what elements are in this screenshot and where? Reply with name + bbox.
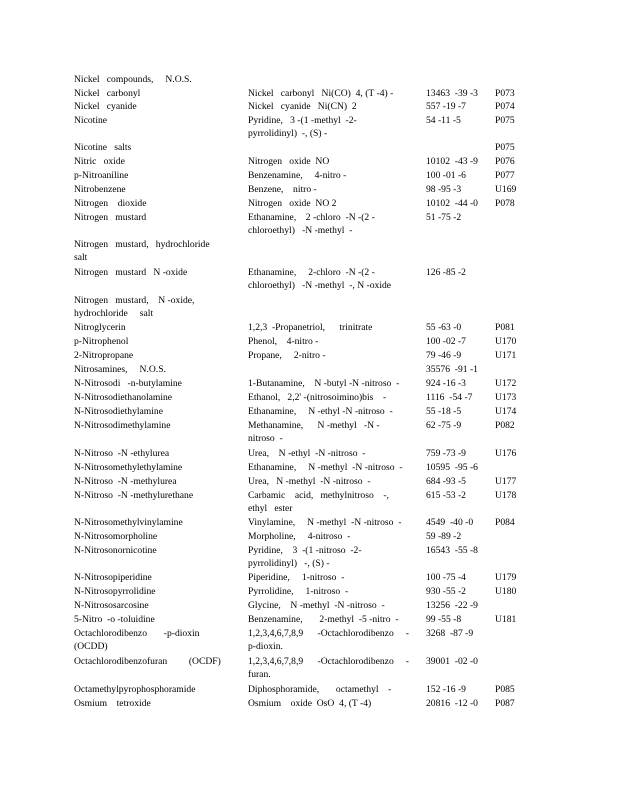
substance-name — [74, 572, 246, 585]
hazardous-waste-code: P073 — [495, 88, 515, 99]
chemical-abstracts-name-line: Pyridine, 3 -(1 -methyl -2- — [248, 115, 357, 126]
substance-name-line: N-Nitrosodimethylamine — [74, 420, 171, 431]
substance-name-line: Nicotine salts — [74, 142, 132, 153]
chemical-abstracts-name-line: Glycine, N -methyl -N -nitroso - — [248, 600, 385, 611]
substance-name-line: (OCDD) — [74, 640, 108, 652]
hazardous-waste-code: P085 — [495, 684, 515, 695]
chemical-abstracts-name — [248, 336, 423, 349]
cas-number: 557 -19 -7 — [426, 101, 466, 112]
substance-name — [74, 239, 246, 264]
substance-name-line: N-Nitrosomethylethylamine — [74, 462, 183, 473]
substance-name — [74, 656, 246, 669]
hazardous-waste-code: P081 — [495, 322, 515, 333]
substance-name — [74, 406, 246, 419]
chemical-abstracts-name-line: Diphosphoramide, octamethyl - — [248, 684, 392, 695]
substance-name — [74, 156, 246, 169]
chemical-abstracts-name-line: chloroethyl) -N -methyl - — [248, 224, 353, 236]
hazardous-waste-code: U180 — [495, 586, 517, 597]
cas-number: 54 -11 -5 — [426, 115, 461, 126]
chemical-abstracts-name — [248, 156, 423, 169]
cas-number: 10102 -44 -0 — [426, 198, 478, 209]
substance-name-line: hydrochloride salt — [74, 307, 154, 319]
substance-name-line: Nitrogen dioxide — [74, 198, 147, 209]
chemical-abstracts-name-line: Ethanamine, 2-chloro -N -(2 - — [248, 267, 375, 278]
chemical-abstracts-name-line: Nitrogen oxide NO — [248, 156, 330, 167]
substance-name — [74, 448, 246, 461]
cas-number: 39001 -02 -0 — [426, 656, 478, 667]
chemical-abstracts-name — [248, 628, 423, 653]
substance-name-line: N-Nitroso -N -ethylurea — [74, 448, 170, 459]
substance-name-line: Nitric oxide — [74, 156, 125, 167]
substance-name-line: Nickel compounds, N.O.S. — [74, 74, 192, 85]
substance-name-line: N-Nitrosonornicotine — [74, 545, 157, 556]
chemical-abstracts-name-line: Ethanamine, 2 -chloro -N -(2 - — [248, 212, 375, 223]
cas-number: 20816 -12 -0 — [426, 698, 478, 709]
chemical-abstracts-name-line: Nickel carbonyl Ni(CO) 4, (T -4) - — [248, 88, 394, 99]
chemical-abstracts-name — [248, 490, 423, 515]
cas-number: 3268 -87 -9 — [426, 628, 474, 639]
chemical-abstracts-name — [248, 101, 423, 114]
substance-name — [74, 614, 246, 627]
chemical-abstracts-name — [248, 517, 423, 530]
chemical-abstracts-name — [248, 378, 423, 391]
substance-name-line: Nitrogen mustard, hydrochloride — [74, 239, 210, 250]
chemical-abstracts-name-line: 1,2,3,4,6,7,8,9 -Octachlorodibenzo - — [248, 656, 409, 667]
chemical-abstracts-name-line: pyrrolidinyl) -, (S) - — [248, 127, 328, 139]
substance-name — [74, 476, 246, 489]
substance-name-line: 2-Nitropropane — [74, 350, 134, 361]
chemical-abstracts-name-line: furan. — [248, 668, 271, 680]
substance-name — [74, 517, 246, 530]
substance-name-line: p-Nitrophenol — [74, 336, 129, 347]
cas-number: 55 -63 -0 — [426, 322, 462, 333]
substance-name-line: Nitrogen mustard N -oxide — [74, 267, 188, 278]
chemical-abstracts-name-line: Nickel cyanide Ni(CN) 2 — [248, 101, 357, 112]
substance-name — [74, 392, 246, 405]
substance-name — [74, 490, 246, 503]
hazardous-waste-code: P087 — [495, 698, 515, 709]
chemical-abstracts-name-line: 1-Butanamine, N -butyl -N -nitroso - — [248, 378, 400, 389]
chemical-abstracts-name-line: Ethanol, 2,2' -(nitrosoimino)bis - — [248, 392, 387, 403]
substance-name — [74, 531, 246, 544]
substance-name — [74, 378, 246, 391]
chemical-abstracts-name — [248, 170, 423, 183]
substance-name-line: Nickel carbonyl — [74, 88, 141, 99]
hazardous-waste-code: U176 — [495, 448, 517, 459]
substance-name — [74, 545, 246, 558]
substance-name-line: Osmium tetroxide — [74, 698, 151, 709]
chemical-abstracts-name — [248, 656, 423, 681]
substance-name-line: salt — [74, 251, 88, 263]
chemical-abstracts-name-line: Morpholine, 4-nitroso - — [248, 531, 351, 542]
chemical-abstracts-name-line: Benzenamine, 4-nitro - — [248, 170, 347, 181]
substance-name-line: N-Nitrosomorpholine — [74, 531, 158, 542]
substance-name-line: Nicotine — [74, 115, 108, 126]
chemical-abstracts-name-line: Pyrrolidine, 1-nitroso - — [248, 586, 349, 597]
substance-name-line: p-Nitroaniline — [74, 170, 129, 181]
hazardous-waste-code: U181 — [495, 614, 517, 625]
hazardous-waste-code: P077 — [495, 170, 515, 181]
substance-name-line: N-Nitrosodi -n-butylamine — [74, 378, 182, 389]
substance-name — [74, 142, 246, 155]
substance-name — [74, 628, 246, 653]
chemical-abstracts-name-line: Benzenamine, 2-methyl -5 -nitro - — [248, 614, 399, 625]
cas-number: 13463 -39 -3 — [426, 88, 478, 99]
hazardous-waste-code: P074 — [495, 101, 515, 112]
chemical-abstracts-name — [248, 212, 423, 237]
cas-number: 100 -01 -6 — [426, 170, 466, 181]
chemical-abstracts-name-line: Carbamic acid, methylnitroso -, — [248, 490, 389, 501]
chemical-abstracts-name — [248, 462, 423, 475]
cas-number: 79 -46 -9 — [426, 350, 462, 361]
cas-number: 16543 -55 -8 — [426, 545, 478, 556]
substance-name — [74, 462, 246, 475]
chemical-abstracts-name — [248, 476, 423, 489]
cas-number: 759 -73 -9 — [426, 448, 466, 459]
cas-number: 152 -16 -9 — [426, 684, 466, 695]
hazardous-waste-code: P084 — [495, 517, 515, 528]
chemical-abstracts-name — [248, 614, 423, 627]
substance-name-line: N-Nitrosomethylvinylamine — [74, 517, 183, 528]
chemical-abstracts-name-line: Methanamine, N -methyl -N - — [248, 420, 380, 431]
chemical-abstracts-name — [248, 115, 423, 140]
chemical-abstracts-name-line: p-dioxin. — [248, 640, 283, 652]
substance-name — [74, 350, 246, 363]
substance-name — [74, 600, 246, 613]
hazardous-waste-code: U171 — [495, 350, 517, 361]
hazardous-waste-code: P076 — [495, 156, 515, 167]
substance-name-line: N-Nitroso -N -methylurea — [74, 476, 177, 487]
substance-name-line: Octachlorodibenzofuran (OCDF) — [74, 656, 221, 667]
cas-number: 4549 -40 -0 — [426, 517, 474, 528]
cas-number: 10595 -95 -6 — [426, 462, 478, 473]
chemical-abstracts-name — [248, 448, 423, 461]
substance-name-line: Nitrosamines, N.O.S. — [74, 364, 166, 375]
cas-number: 35576 -91 -1 — [426, 364, 478, 375]
chemical-abstracts-name-line: 1,2,3,4,6,7,8,9 -Octachlorodibenzo - — [248, 628, 409, 639]
hazardous-waste-code: U178 — [495, 490, 517, 501]
cas-number: 684 -93 -5 — [426, 476, 466, 487]
substance-name — [74, 684, 246, 697]
cas-number: 1116 -54 -7 — [426, 392, 473, 403]
chemical-abstracts-name-line: Ethanamine, N -ethyl -N -nitroso - — [248, 406, 393, 417]
substance-name — [74, 322, 246, 335]
chemical-abstracts-name — [248, 184, 423, 197]
chemical-abstracts-name — [248, 198, 423, 211]
chemical-abstracts-name-line: Ethanamine, N -methyl -N -nitroso - — [248, 462, 403, 473]
substance-name-line: 5-Nitro -o -toluidine — [74, 614, 155, 625]
hazardous-waste-code: U173 — [495, 392, 517, 403]
cas-number: 930 -55 -2 — [426, 586, 466, 597]
cas-number: 615 -53 -2 — [426, 490, 466, 501]
substance-name-line: N-Nitrosopiperidine — [74, 572, 152, 583]
cas-number: 59 -89 -2 — [426, 531, 462, 542]
substance-name — [74, 295, 246, 320]
substance-name — [74, 212, 246, 225]
chemical-abstracts-name — [248, 267, 423, 292]
hazardous-waste-code: P078 — [495, 198, 515, 209]
chemical-abstracts-name-line: Propane, 2-nitro - — [248, 350, 326, 361]
substance-name — [74, 364, 246, 377]
chemical-abstracts-name-line: Pyridine, 3 -(1 -nitroso -2- — [248, 545, 362, 556]
chemical-abstracts-name-line: Benzene, nitro - — [248, 184, 317, 195]
substance-name-line: Nitrobenzene — [74, 184, 126, 195]
cas-number: 10102 -43 -9 — [426, 156, 478, 167]
chemical-abstracts-name-line: Vinylamine, N -methyl -N -nitroso - — [248, 517, 402, 528]
substance-name-line: Octachlorodibenzo -p-dioxin — [74, 628, 200, 639]
chemical-abstracts-name-line: Phenol, 4-nitro - — [248, 336, 319, 347]
cas-number: 99 -55 -8 — [426, 614, 462, 625]
cas-number: 924 -16 -3 — [426, 378, 466, 389]
substance-name-line: Nickel cyanide — [74, 101, 137, 112]
substance-name — [74, 420, 246, 433]
cas-number: 13256 -22 -9 — [426, 600, 478, 611]
chemical-abstracts-name — [248, 545, 423, 570]
hazardous-waste-code: P082 — [495, 420, 515, 431]
substance-name-line: Nitrogen mustard — [74, 212, 147, 223]
chemical-abstracts-name-line: 1,2,3 -Propanetriol, trinitrate — [248, 322, 373, 333]
hazardous-waste-code: P075 — [495, 142, 515, 153]
substance-name — [74, 184, 246, 197]
chemical-abstracts-name — [248, 698, 423, 711]
substance-name-line: N-Nitrososarcosine — [74, 600, 149, 611]
substance-name-line: Octamethylpyrophosphoramide — [74, 684, 196, 695]
chemical-abstracts-name — [248, 531, 423, 544]
substance-name — [74, 336, 246, 349]
substance-name-line: N-Nitrosodiethylamine — [74, 406, 163, 417]
cas-number: 100 -02 -7 — [426, 336, 466, 347]
chemical-abstracts-name-line: Urea, N -methyl -N -nitroso - — [248, 476, 371, 487]
chemical-abstracts-name-line: ethyl ester — [248, 502, 293, 514]
hazardous-waste-code: U170 — [495, 336, 517, 347]
cas-number: 51 -75 -2 — [426, 212, 462, 223]
substance-name — [74, 74, 246, 87]
chemical-abstracts-name-line: pyrrolidinyl) -, (S) - — [248, 557, 330, 569]
chemical-abstracts-name — [248, 88, 423, 101]
hazardous-waste-code: U169 — [495, 184, 517, 195]
hazardous-waste-code: P075 — [495, 115, 515, 126]
cas-number: 55 -18 -5 — [426, 406, 462, 417]
substance-name — [74, 586, 246, 599]
hazardous-waste-code: U179 — [495, 572, 517, 583]
chemical-abstracts-name — [248, 586, 423, 599]
substance-name-line: N-Nitroso -N -methylurethane — [74, 490, 194, 501]
substance-name — [74, 267, 246, 280]
cas-number: 62 -75 -9 — [426, 420, 462, 431]
substance-name — [74, 101, 246, 114]
substance-name — [74, 198, 246, 211]
hazardous-waste-code: U177 — [495, 476, 517, 487]
chemical-abstracts-name — [248, 600, 423, 613]
hazardous-waste-code: U172 — [495, 378, 517, 389]
chemical-abstracts-name-line: nitroso - — [248, 432, 283, 444]
cas-number: 100 -75 -4 — [426, 572, 466, 583]
substance-name — [74, 170, 246, 183]
chemical-abstracts-name — [248, 350, 423, 363]
substance-name-line: Nitroglycerin — [74, 322, 126, 333]
chemical-abstracts-name-line: Urea, N -ethyl -N -nitroso - — [248, 448, 366, 459]
chemical-abstracts-name — [248, 420, 423, 445]
hazardous-waste-code: U174 — [495, 406, 517, 417]
chemical-abstracts-name — [248, 572, 423, 585]
substance-name — [74, 88, 246, 101]
substance-name — [74, 698, 246, 711]
chemical-abstracts-name — [248, 684, 423, 697]
chemical-abstracts-name-line: chloroethyl) -N -methyl -, N -oxide — [248, 279, 392, 291]
chemical-abstracts-name-line: Nitrogen oxide NO 2 — [248, 198, 337, 209]
substance-name — [74, 115, 246, 128]
chemical-abstracts-name-line: Osmium oxide OsO 4, (T -4) — [248, 698, 372, 709]
substance-name-line: N-Nitrosodiethanolamine — [74, 392, 173, 403]
substance-name-line: Nitrogen mustard, N -oxide, — [74, 295, 195, 306]
cas-number: 98 -95 -3 — [426, 184, 462, 195]
substance-name-line: N-Nitrosopyrrolidine — [74, 586, 156, 597]
chemical-abstracts-name — [248, 392, 423, 405]
chemical-abstracts-name — [248, 406, 423, 419]
cas-number: 126 -85 -2 — [426, 267, 466, 278]
chemical-abstracts-name-line: Piperidine, 1-nitroso - — [248, 572, 345, 583]
chemical-abstracts-name — [248, 322, 423, 335]
